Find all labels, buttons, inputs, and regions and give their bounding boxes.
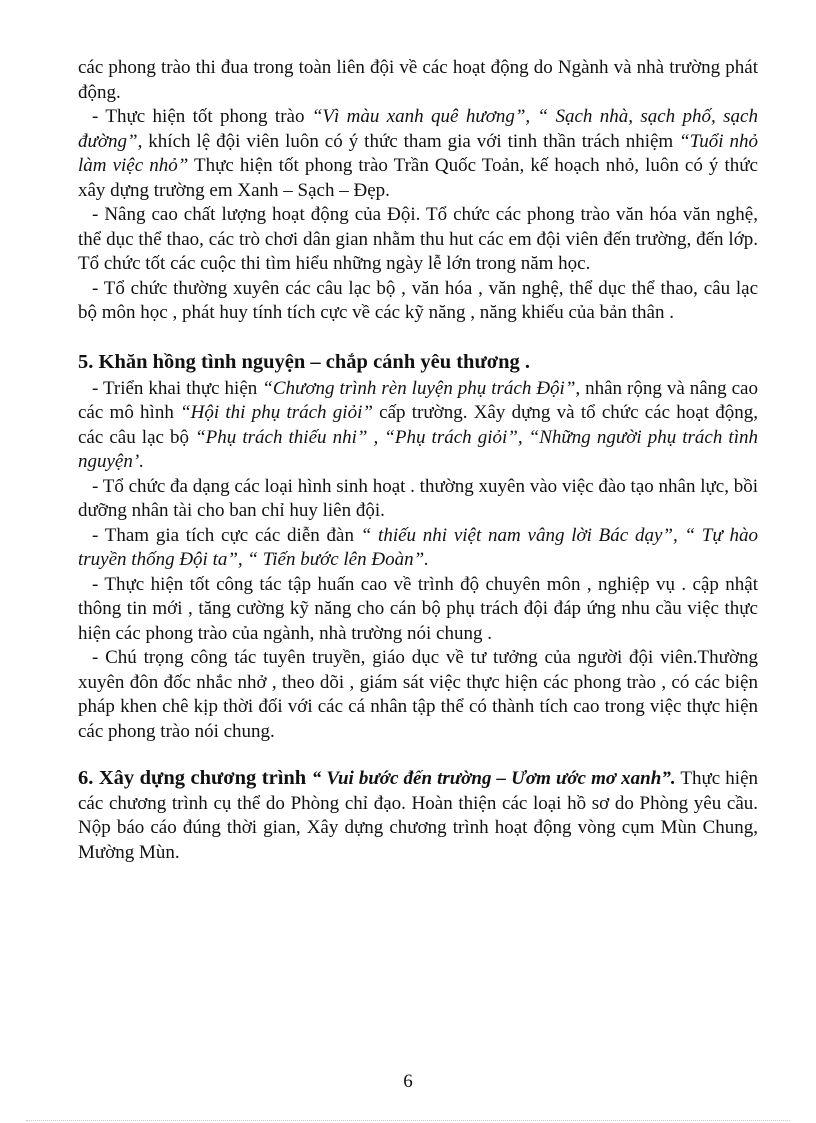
italic-quote: “Hội thi phụ trách giỏi” bbox=[180, 402, 373, 423]
document-page bbox=[78, 56, 758, 865]
section-6-body: Thực hiện các chương trình cụ thể do Phòng chỉ đạo. Hoàn thiện các loại hồ sơ do Phòng yêu cầu. Nộp báo cáo đúng thời gian, Xây dựng chương trình hoạt động vòng cụm Mùn Chung, Mường Mùn. bbox=[78, 768, 759, 863]
italic-quote: “ thiếu nhi việt nam vâng lời Bác dạy”, “ Tự hào truyền thống Đội ta”, “ Tiến bước lên Đoàn”. bbox=[78, 524, 758, 570]
section-6-heading: 6. Xây dựng chương trình bbox=[78, 767, 312, 789]
text-run: - Tham gia tích cực các diễn đàn bbox=[92, 524, 361, 546]
page-number: 6 bbox=[403, 1071, 413, 1092]
italic-quote: “Tuổi nhỏ làm việc nhỏ” bbox=[78, 130, 758, 176]
section-5-paragraph-4: - Thực hiện tốt công tác tập huấn cao về trình độ chuyên môn , nghiệp vụ . cập nhật thông tin mới , tăng cường kỹ năng cho cán bộ phụ trách đội đáp ứng nhu cầu việc thực hiện các phong trào của ngành, nhà trường nói chung . bbox=[78, 573, 758, 644]
intro-paragraph: các phong trào thi đua trong toàn liên đội về các hoạt động do Ngành và nhà trường phát động. bbox=[78, 57, 758, 103]
text-run: , khích lệ đội viên luôn có ý thức tham gia với tinh thần trách nhiệm bbox=[137, 130, 680, 152]
text-run: - Thực hiện tốt phong trào bbox=[92, 106, 312, 127]
italic-quote: “Chương trình rèn luyện phụ trách Đội”, bbox=[262, 377, 581, 399]
italic-quote: “Phụ trách thiếu nhi” , “Phụ trách giỏi”, “Những người phụ trách tình nguyện’. bbox=[78, 426, 758, 472]
text-run: nhân rộng và nâng cao các mô hình bbox=[78, 377, 758, 423]
section-5-paragraph-2: - Tổ chức đa dạng các loại hình sinh hoạt . thường xuyên vào việc đào tạo nhân lực, bồi dưỡng nhân tài cho ban chỉ huy liên đội. bbox=[78, 475, 758, 521]
bullet-paragraph-2: - Nâng cao chất lượng hoạt động của Đội. Tổ chức các phong trào văn hóa văn nghệ, thể dục thể thao, các trò chơi dân gian nhằm thu hut các em đội viên đến trường, đến lớp. Tổ chức tốt các cuộc thi tìm hiểu những ngày lễ lớn trong năm học. bbox=[78, 204, 758, 274]
italic-quote: “Vì màu xanh quê hương”, “ Sạch nhà, sạch phố, sạch đường” bbox=[78, 106, 758, 152]
section-5-paragraph-1 bbox=[78, 377, 758, 475]
section-5-paragraph-5: - Chú trọng công tác tuyên truyền, giáo dục về tư tưởng của người đội viên.Thường xuyên đôn đốc nhắc nhở , theo dõi , giám sát việc thực hiện các phong trào , có các biện pháp khen chê kịp thời đối với các cá nhân tập thể có thành tích cao trong việc thực hiện các phong trào nói chung. bbox=[78, 647, 758, 742]
section-5-heading: 5. Khăn hồng tình nguyện – chắp cánh yêu thương . bbox=[78, 350, 531, 373]
bullet-paragraph-1 bbox=[78, 105, 758, 203]
text-run: cấp trường. Xây dựng và tổ chức các hoạt động, các câu lạc bộ bbox=[78, 402, 758, 448]
bullet-paragraph-3: - Tổ chức thường xuyên các câu lạc bộ , văn hóa , văn nghệ, thể dục thể thao, câu lạc bộ môn học , phát huy tính tích cực về các kỹ năng , năng khiếu của bản thân . bbox=[78, 277, 758, 323]
text-run: Thực hiện tốt phong trào Trần Quốc Toản, kế hoạch nhỏ, luôn có ý thức xây dựng trường em Xanh – Sạch – Đẹp. bbox=[78, 155, 758, 201]
section-5-paragraph-3 bbox=[78, 524, 758, 573]
bottom-divider bbox=[26, 1120, 790, 1121]
text-run: - Triển khai thực hiện bbox=[92, 377, 263, 399]
section-6-title: “ Vui bước đến trường – Ươm ước mơ xanh”. bbox=[311, 768, 676, 789]
section-6-paragraph bbox=[78, 766, 758, 865]
